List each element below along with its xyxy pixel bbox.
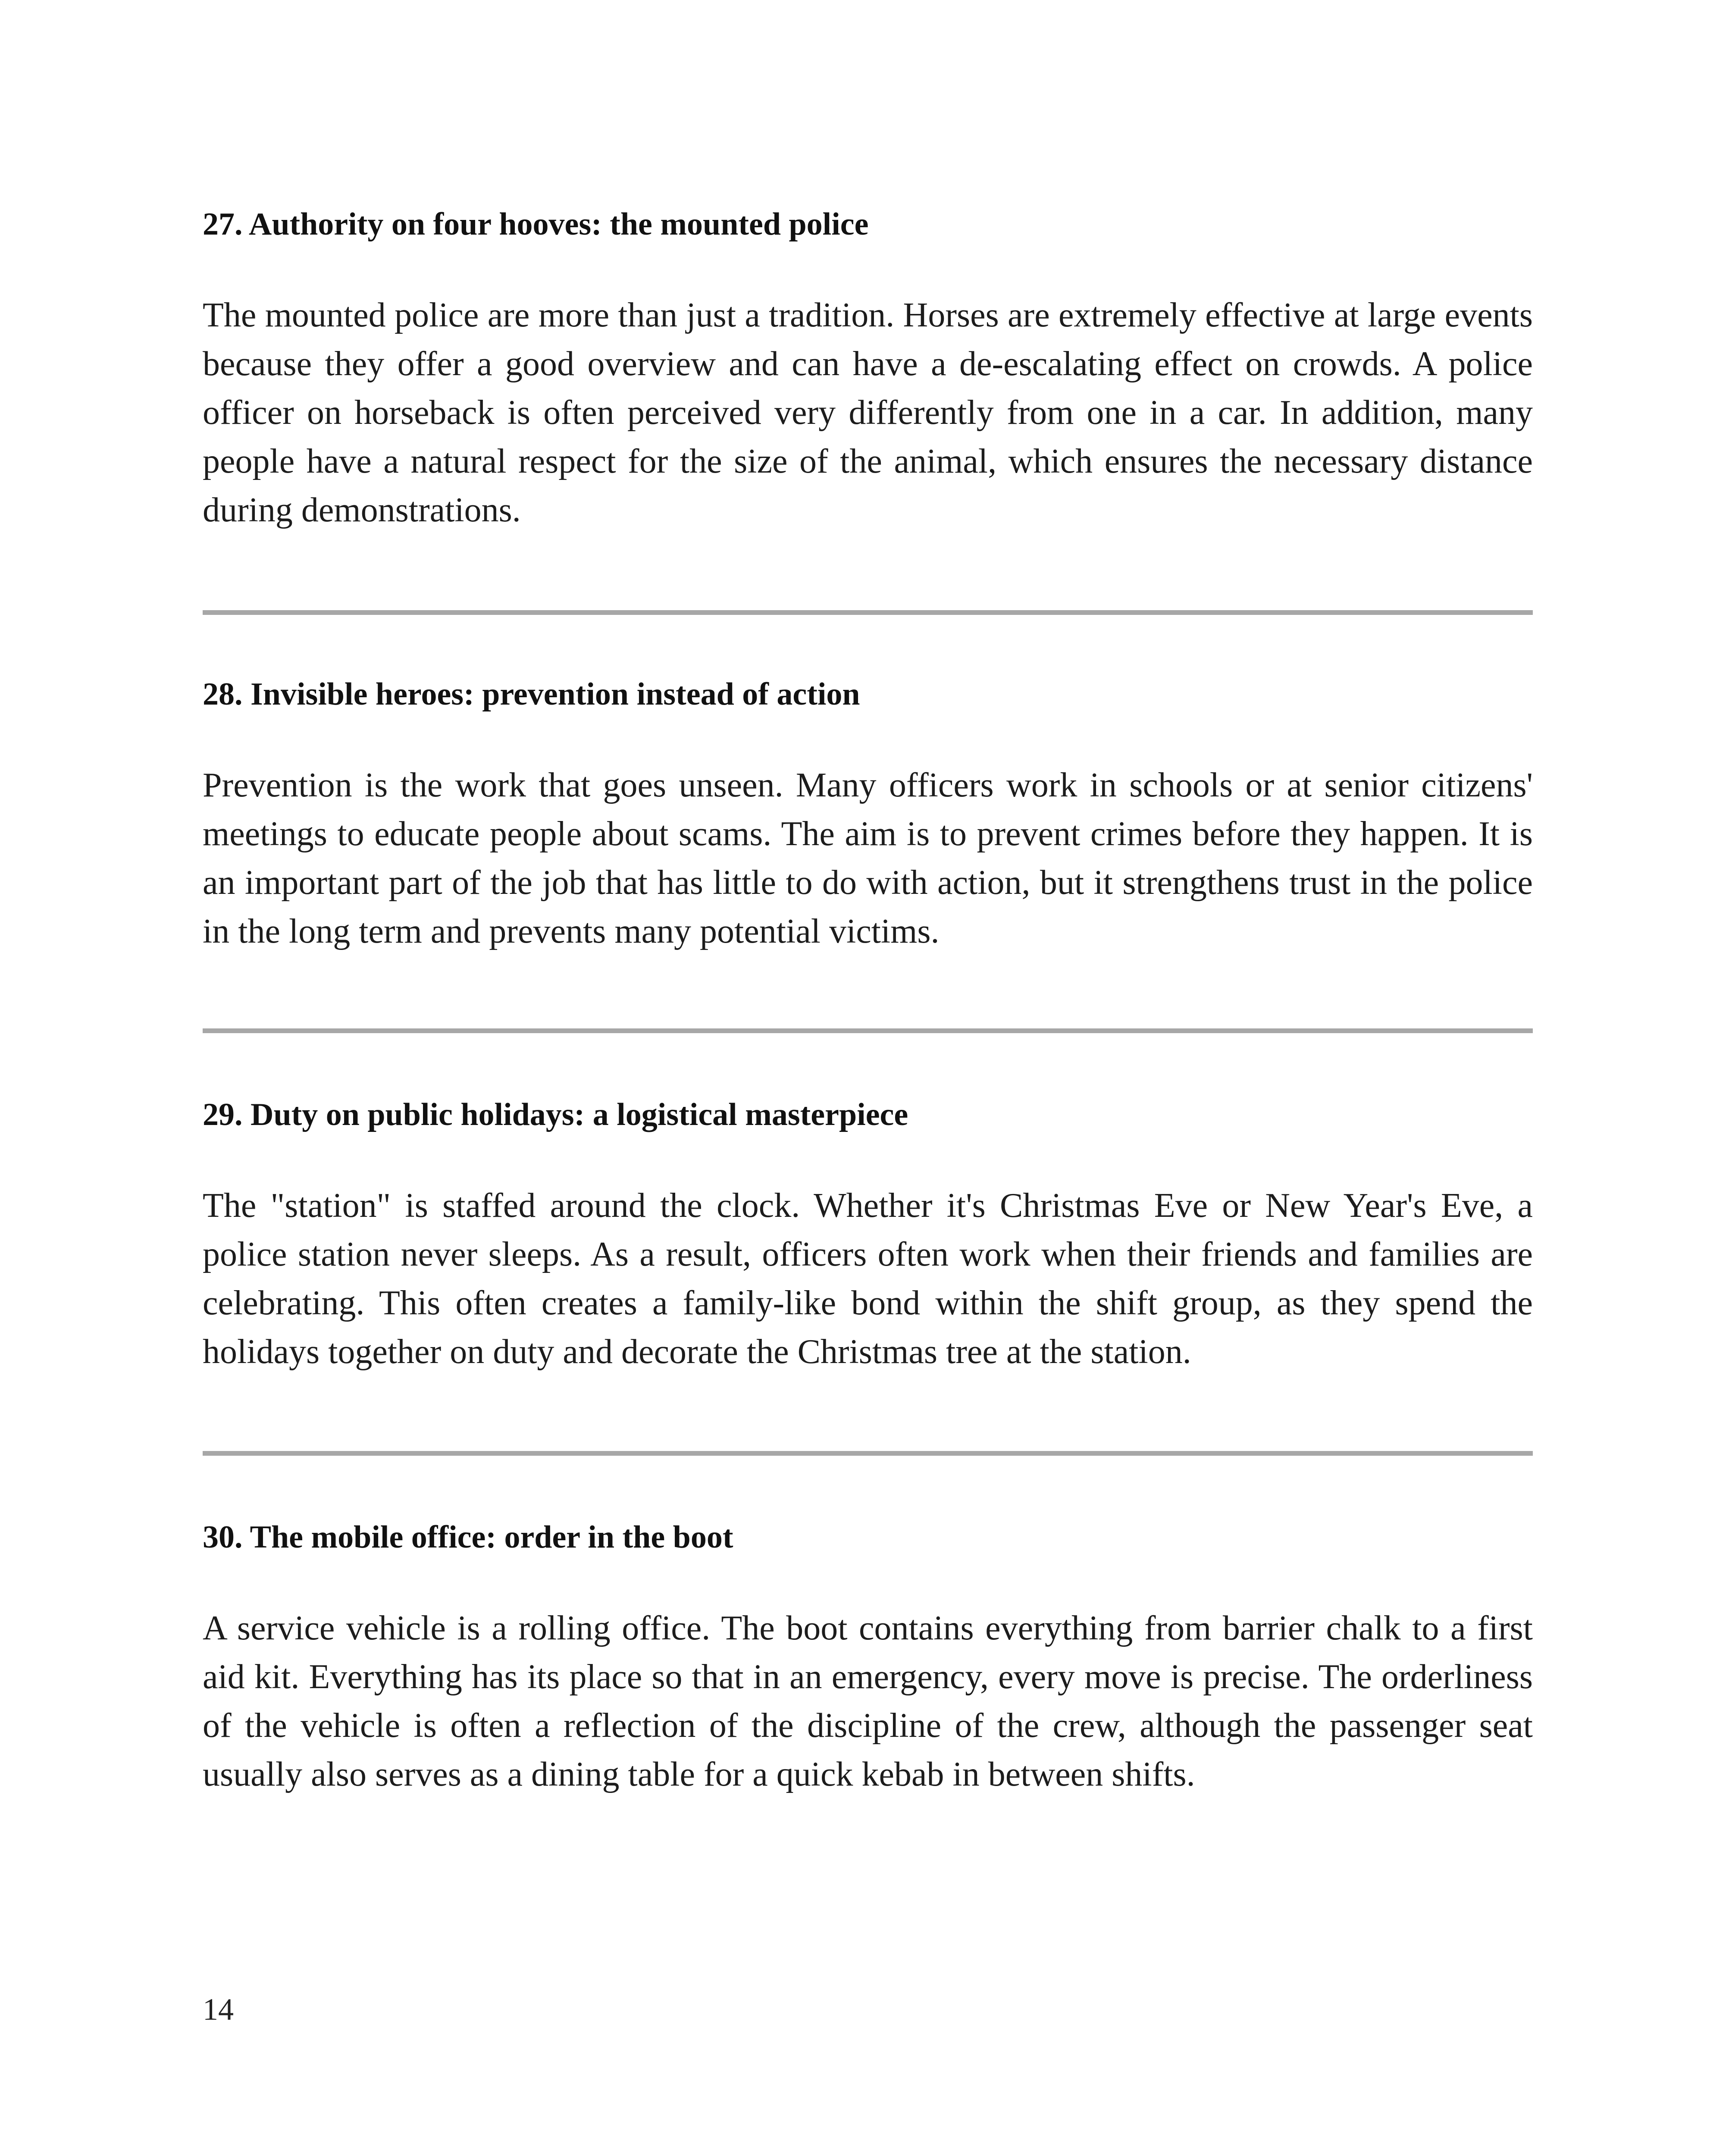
section-divider — [203, 1028, 1533, 1033]
section-heading: 29. Duty on public holidays: a logistical masterpiece — [203, 1097, 908, 1132]
section-divider — [203, 1451, 1533, 1456]
section-body: A service vehicle is a rolling office. The boot contains everything from barrier chalk to a first aid kit. Everything has its place so that in an emergency, every move is precise. The orderliness of the vehicle is often a reflection of the discipline of the crew, although the passenger seat usually also serves as a dining table for a quick kebab in between shifts. — [203, 1609, 1533, 1793]
section-body: The "station" is staffed around the clock. Whether it's Christmas Eve or New Year's Eve, a police station never sleeps. As a result, officers often work when their friends and families are celebrating. This often creates a family-like bond within the shift group, as they spend the holidays together on duty and decorate the Christmas tree at the station. — [203, 1187, 1533, 1371]
section-30 — [203, 1516, 1533, 1799]
section-body: The mounted police are more than just a tradition. Horses are extremely effective at large events because they offer a good overview and can have a de-escalating effect on crowds. A police officer on horseback is often perceived very differently from one in a car. In addition, many people have a natural respect for the size of the animal, which ensures the necessary distance during demonstrations. — [203, 296, 1533, 529]
section-heading: 30. The mobile office: order in the boot — [203, 1520, 733, 1555]
page-number: 14 — [203, 1992, 234, 2027]
section-28 — [203, 673, 1533, 956]
section-divider — [203, 610, 1533, 615]
section-heading: 27. Authority on four hooves: the mounted police — [203, 207, 869, 242]
section-27 — [203, 203, 1533, 535]
section-heading: 28. Invisible heroes: prevention instead of action — [203, 677, 860, 712]
section-29 — [203, 1093, 1533, 1376]
section-body: Prevention is the work that goes unseen. Many officers work in schools or at senior citizens' meetings to educate people about scams. The aim is to prevent crimes before they happen. It is an important part of the job that has little to do with action, but it strengthens trust in the police in the long term and prevents many potential victims. — [203, 766, 1533, 950]
